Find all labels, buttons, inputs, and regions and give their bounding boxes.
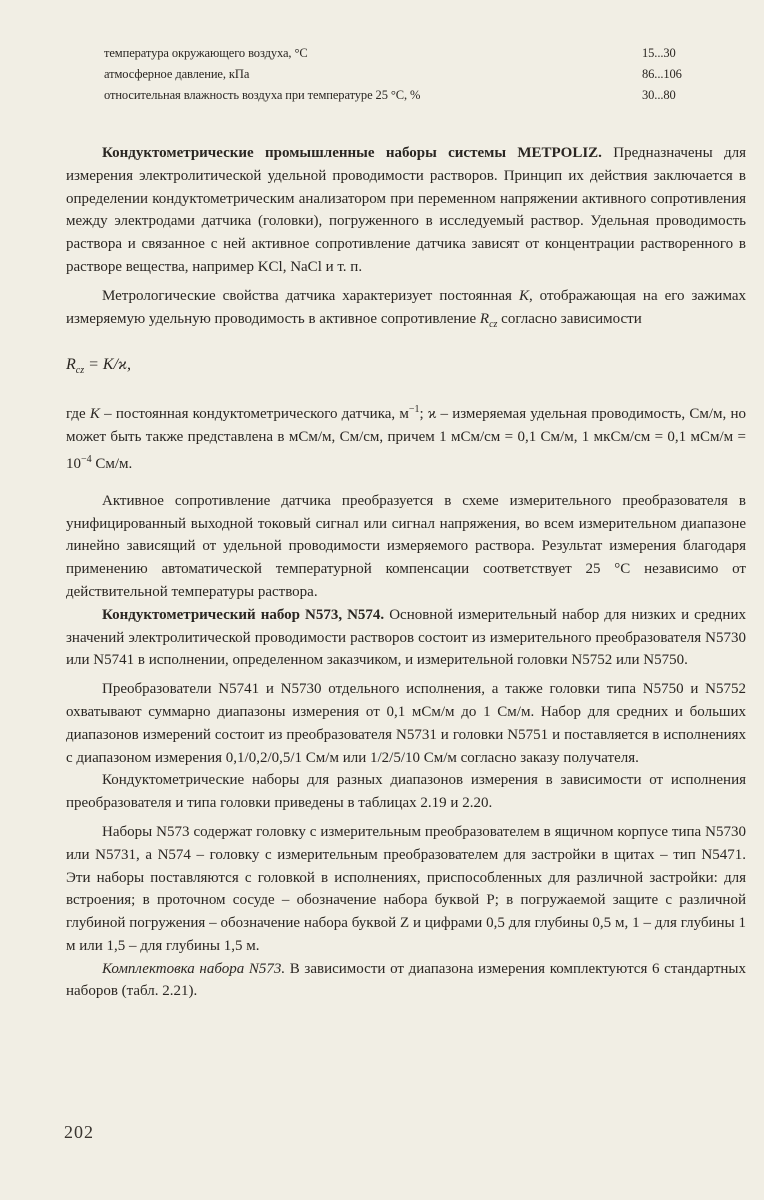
spec-row: [104, 85, 696, 106]
paragraph-metrology: [66, 285, 746, 337]
spec-value: 30...80: [642, 88, 676, 102]
page-number: 202: [64, 1122, 94, 1142]
paragraph-n573-sets: Наборы N573 содержат головку с измерительным преобразователем в ящичном корпусе типа N5730 или N5731, а N574 – головку с измерительным преобразователем для застройки в щитах – тип N5471. Эти наборы поставляются с головкой в исполнениях, приспособленных для различной застройки: для встроения; в проточном сосуде – обозначение набора буквой P; в погружаемой защите с различной глубиной погружения – обозначение набора буквой Z и цифрами 0,5 для глубины 0,5 м, 1 – для глубины 1 м или 1,5 – для глубины 1,5 м.: [66, 823, 746, 954]
paragraph-text: где: [66, 406, 90, 423]
paragraph-where: [66, 399, 746, 475]
spec-value: 15...30: [642, 46, 676, 60]
paragraph-conversion: Активное сопротивление датчика преобразуется в схеме измерительного преобразователя в унифицированный выходной токовый сигнал или сигнал напряжения, во всем измерительном диапазоне линейно зависящий от удельной проводимости измеряемого раствора. Результат измерения благодаря применению автоматической температурной компенсации соответствует 25 °С независимо от действительной температуры раствора.: [66, 492, 746, 600]
paragraph-text: , отображающая на его зажимах измеряемую удельную проводимость в активное сопротивление: [66, 287, 746, 327]
page-body: [66, 142, 746, 1003]
formula-subscript: cz: [75, 365, 85, 377]
spec-label: атмосферное давление, кПа: [104, 67, 250, 81]
paragraph-text: согласно зависимости: [497, 310, 642, 327]
spec-row: [104, 43, 696, 64]
spec-label: температура окружающего воздуха, °С: [104, 46, 308, 60]
paragraph-text: Предназначены для измерения электролитической удельной проводимости растворов. Принцип их действия заключается в определении кондуктометрическим анализатором при переменном напряжении активного сопротивления между электродами датчика (головки), погруженного в исследуемый раствор. Удельная проводимость раствора и связанное с ней активное сопротивление датчика зависят от концентрации растворенного в растворе вещества, например KCl, NaCl и т. п.: [66, 145, 746, 275]
symbol-subscript: cz: [489, 318, 498, 330]
formula: [66, 354, 746, 383]
paragraph-text: См/м.: [91, 455, 133, 472]
paragraph-tables-ref: Кондуктометрические наборы для разных диапазонов измерения в зависимости от исполнения преобразователя и типа головки приведены в таблицах 2.19 и 2.20.: [66, 772, 746, 812]
section-heading: Комплектовка набора N573.: [102, 960, 286, 977]
paragraph-text: Метрологические свойства датчика характеризует постоянная: [102, 287, 519, 304]
paragraph-text: ; ϰ – измеряемая удельная проводимость, См/м, но может быть также представлена в мСм/м, См/см, причем 1 мСм/см = 0,1 См/м, 1 мкСм/см = 0,1 мСм/м = 10: [66, 406, 746, 472]
symbol-k: K: [518, 287, 529, 304]
formula-r: R: [66, 356, 76, 374]
formula-rest: = K/ϰ,: [84, 356, 132, 374]
section-heading: Кондуктометрические промышленные наборы системы METPOLIZ.: [102, 145, 602, 161]
paragraph-metroliz-intro: [66, 142, 746, 279]
operating-conditions-list: [104, 43, 696, 106]
spec-label: относительная влажность воздуха при температуре 25 °С, %: [104, 88, 421, 102]
paragraph-converters: Преобразователи N5741 и N5730 отдельного исполнения, а также головки типа N5750 и N5752 охватывают суммарно диапазоны измерения от 0,1 мСм/м до 1 См/м. Набор для средних и больших диапазонов измерений состоит из преобразователя N5731 и головки N5751 и поставляется в исполнениях с диапазоном измерения 0,1/0,2/0,5/1 См/м или 1/2/5/10 См/м согласно заказу получателя.: [66, 681, 746, 766]
spec-value: 86...106: [642, 67, 682, 81]
paragraph-kit: [66, 958, 746, 1004]
section-heading: Кондуктометрический набор N573, N574.: [102, 606, 385, 623]
paragraph-text: Основной измерительный набор для низких и средних значений электролитической проводимости растворов состоит из измерительного преобразователя N5730 или N5741 в исполнении, определенном заказчиком, и измерительной головки N5752 или N5750.: [66, 606, 746, 669]
symbol-k: K: [89, 406, 100, 423]
paragraph-text: В зависимости от диапазона измерения комплектуются 6 стандартных наборов (табл. 2.21).: [66, 960, 746, 1000]
paragraph-text: – постоянная кондуктометрического датчика, м: [99, 406, 409, 423]
superscript: −1: [408, 404, 420, 416]
spec-row: [104, 64, 696, 85]
symbol-r: R: [479, 310, 490, 327]
superscript: −4: [81, 453, 92, 465]
paragraph-n573-n574: [66, 604, 746, 672]
